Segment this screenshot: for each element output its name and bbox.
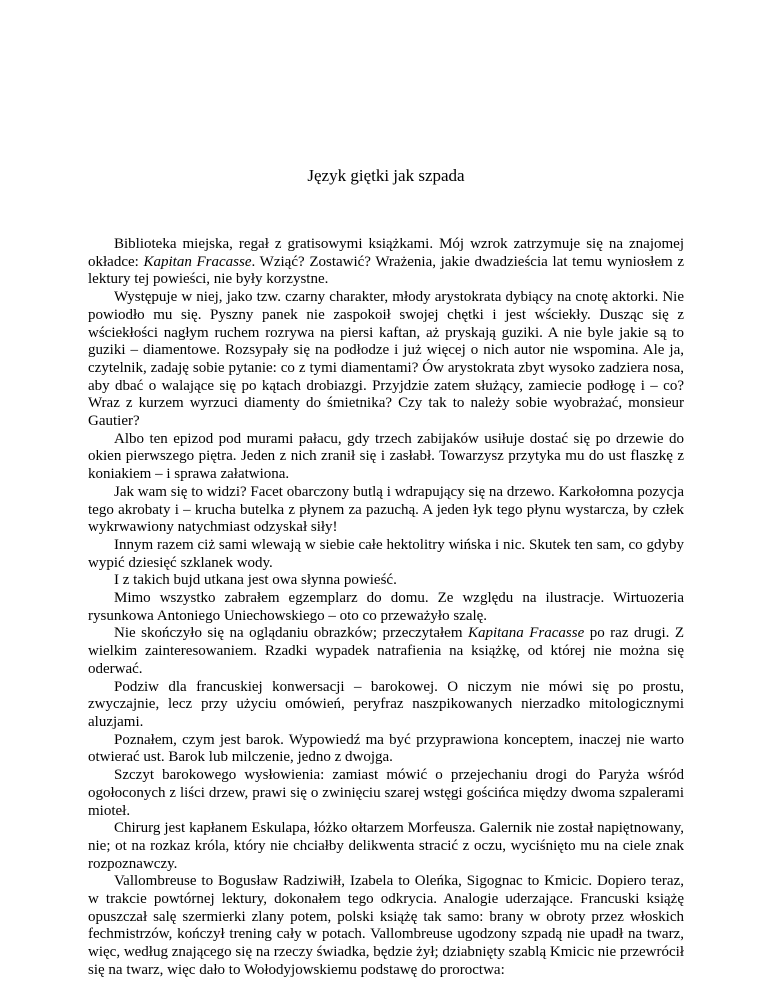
paragraph	[88, 236, 684, 289]
paragraph	[88, 625, 684, 678]
paragraph-text: I z takich bujd utkana jest owa słynna powieść.	[114, 572, 397, 589]
paragraph	[88, 289, 684, 431]
paragraph	[88, 873, 684, 979]
paragraph	[88, 484, 684, 537]
paragraph-text: Chirurg jest kapłanem Eskulapa, łóżko ołtarzem Morfeusza. Galernik nie został napiętnowany, nie; ot na rozkaz króla, który nie chciałby delikwenta stracić z oczu, wyciśnięto mu na ciele znak rozpoznawczy.	[88, 820, 684, 872]
document-body	[88, 236, 684, 980]
italic-book-title: Kapitan Fracasse	[143, 253, 252, 270]
paragraph-text: Jak wam się to widzi? Facet obarczony butlą i wdrapujący się na drzewo. Karkołomna pozycja tego akrobaty i – krucha butelka z płynem za pazuchą. A jeden łyk tego płynu wystarcza, by człek wykrwawiony natychmiast odzyskał siły!	[88, 483, 684, 536]
paragraph-text: Poznałem, czym jest barok. Wypowiedź ma być przyprawiona konceptem, inaczej nie warto otwierać ust. Barok lub milczenie, jedno z dwojga.	[88, 731, 684, 766]
paragraph	[88, 537, 684, 572]
paragraph	[88, 732, 684, 767]
paragraph-text: Nie skończyło się na oglądaniu obrazków; przeczytałem	[114, 625, 468, 642]
paragraph	[88, 767, 684, 820]
paragraph-text: Występuje w niej, jako tzw. czarny charakter, młody arystokrata dybiący na cnotę aktorki. Nie powiodło mu się. Pyszny panek nie zaspokoił swojej chętki i jest wściekły. Dusząc się z wściekłości nagłym ruchem rozrywa na piersi kaftan, aż pryskają guziki. A nie byle jakie są to guziki – diamentowe. Rozsypały się na podłodze i już więcej o nich autor nie wspomina. Ale ja, czytelnik, zadaję sobie pytanie: co z tymi diamentami? Ów arystokrata zbyt wysoko zadziera nosa, aby dbać o walające się po kątach drobiazgi. Przyjdzie zatem służący, zamiecie podłogę i – co? Wraz z kurzem wyrzuci diamenty do śmietnika? Czy tak to należy sobie wyobrażać, monsieur Gautier?	[88, 289, 684, 430]
document-title: Język giętki jak szpada	[307, 166, 465, 185]
italic-book-title: Kapitana Fracasse	[467, 625, 585, 642]
paragraph	[88, 572, 684, 590]
paragraph-text: Szczyt barokowego wysłowienia: zamiast mówić o przejechaniu drogi do Paryża wśród ogołoconych z liści drzew, prawi się o zwinięciu szarej wstęgi gościńca między dwoma szpalerami mioteł.	[88, 767, 684, 819]
paragraph-text: Podziw dla francuskiej konwersacji – barokowej. O niczym nie mówi się po prostu, zwyczajnie, lecz przy użyciu omówień, peryfraz naszpikowanych nierzadko mitologicznymi aluzjami.	[88, 678, 684, 730]
paragraph	[88, 820, 684, 873]
paragraph-text: Vallombreuse to Bogusław Radziwiłł, Izabela to Oleńka, Sigognac to Kmicic. Dopiero teraz, w trakcie powtórnej lektury, dokonałem tego odkrycia. Analogie uderzające. Francuski książę opuszczał salę szermierki zlany potem, polski książę tak samo: brany w obroty przez włoskich fechmistrzów, kończył trening cały w potach. Vallombreuse ugodzony szpadą nie upadł na twarz, więc, według znającego się na rzeczy świadka, będzie żył; dziabnięty szablą Kmicic nie przewrócił się na twarz, więc dało to Wołodyjowskiemu podstawę do proroctwa:	[88, 873, 684, 978]
paragraph-text: po raz drugi. Z wielkim zainteresowaniem. Rzadki wypadek natrafienia na książkę, od której nie można się oderwać.	[88, 625, 684, 677]
paragraph-text: Mimo wszystko zabrałem egzemplarz do domu. Ze względu na ilustracje. Wirtuozeria rysunkowa Antoniego Uniechowskiego – oto co przeważyło szalę.	[88, 590, 684, 624]
document-page	[88, 166, 684, 980]
paragraph-text: Innym razem ciż sami wlewają w siebie całe hektolitry wińska i nic. Skutek ten sam, co gdyby wypić dziesięć szklanek wody.	[88, 536, 684, 571]
paragraph	[88, 679, 684, 732]
paragraph-text: Albo ten epizod pod murami pałacu, gdy trzech zabijaków usiłuje dostać się po drzewie do okien pierwszego piętra. Jeden z nich zranił się i zasłabł. Towarzysz przytyka mu do ust flaszkę z koniakiem – i sprawa załatwiona.	[88, 430, 684, 483]
paragraph	[88, 431, 684, 484]
paragraph	[88, 590, 684, 625]
paragraph-text: Biblioteka miejska, regał z gratisowymi książkami. Mój wzrok zatrzymuje się na znajomej okładce:	[88, 236, 684, 270]
paragraph-text: . Wziąć? Zostawić? Wrażenia, jakie dwadzieścia lat temu wyniosłem z lektury tej powieści, nie były korzystne.	[88, 253, 684, 288]
